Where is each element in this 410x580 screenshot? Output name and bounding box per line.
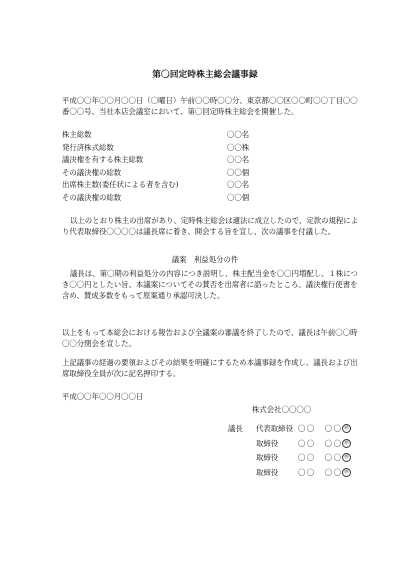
agenda-paragraph: 議長は、第〇期の利益処分の内容につき説明し、株主配当金を〇〇円増配し、１株につき〇〇円としたい旨、本議案についてその賛否を出席者に諮ったところ、議決権行使書を含め、賛成多数をもって原案通り承認可決した。: [62, 269, 358, 301]
company-name: 株式会社〇〇〇〇: [252, 405, 312, 414]
quorum-paragraph: 以上のとおり株主の出席があり、定時株主総会は適法に成立したので、定款の規程により代表取締役〇〇〇〇は議長席に着き、開会する旨を宣し、次の議事を付議した。: [62, 216, 359, 237]
stat-label: 株主総数: [62, 130, 92, 139]
stat-row: [62, 154, 302, 167]
minutes-paragraph: 上記議事の経過の要領およびその結果を明確にするため本議事録を作成し、議長および出席取締役全員が次に記名押印する。: [62, 358, 358, 379]
stat-value: 〇〇株: [227, 142, 250, 152]
stat-value: 〇〇名: [227, 155, 250, 164]
signatory-name: 〇〇 〇〇: [298, 467, 343, 477]
signatory-role: 代表取締役: [256, 424, 293, 433]
signature-row: [228, 467, 378, 482]
signature-row: [228, 438, 378, 453]
signatory-role: 取締役: [256, 453, 279, 462]
shareholder-stats-list: [62, 129, 302, 204]
stat-label: 議決権を有する株主総数: [62, 155, 144, 164]
signatory-title: 議長: [228, 424, 243, 433]
stat-row: [62, 192, 302, 205]
stat-label: 出席株主数(委任状による者を含む): [62, 180, 179, 189]
stat-value: 〇〇個: [227, 192, 250, 202]
signatory-name: 〇〇 〇〇: [298, 453, 343, 462]
stat-value: 〇〇個: [227, 167, 250, 177]
closing-paragraph: 以上をもって本総会における報告および全議案の審議を終了したので、議長は午前〇〇時〇〇分閉会を宣した。: [62, 328, 358, 349]
signatory-name: 〇〇 〇〇: [298, 438, 343, 448]
signatory-role: 取締役: [256, 438, 279, 448]
stat-label: 発行済株式総数: [62, 142, 114, 152]
stat-row: [62, 142, 302, 155]
opening-paragraph: 平成〇〇年〇〇月〇〇日（〇曜日）午前〇〇時〇〇分、東京都〇〇区〇〇町〇〇丁目〇〇番〇〇号、当社本店会議室において、第〇回定時株主総会を開催した。: [62, 96, 358, 117]
document-date: 平成〇〇年〇〇月〇〇日: [62, 392, 144, 401]
signature-block: [228, 423, 378, 481]
seal-icon: ㊞: [343, 439, 349, 446]
seal-icon: ㊞: [343, 425, 349, 431]
agenda-heading: 議案 利益処分の件: [171, 255, 239, 264]
signature-row: [228, 423, 378, 438]
seal-icon: ㊞: [343, 454, 349, 460]
stat-label: その議決権の総数: [62, 192, 122, 202]
seal-icon: ㊞: [343, 468, 349, 475]
stat-row: [62, 179, 302, 192]
stat-row: [62, 167, 302, 180]
signatory-name: 〇〇 〇〇: [298, 424, 343, 433]
document-title: 第〇回定時株主総会議事録: [152, 70, 258, 80]
signature-row: [228, 452, 378, 467]
stat-label: その議決権の総数: [62, 167, 122, 177]
stat-value: 〇〇名: [227, 130, 250, 139]
stat-row: [62, 129, 302, 142]
stat-value: 〇〇名: [227, 180, 250, 189]
signatory-role: 取締役: [256, 467, 279, 477]
